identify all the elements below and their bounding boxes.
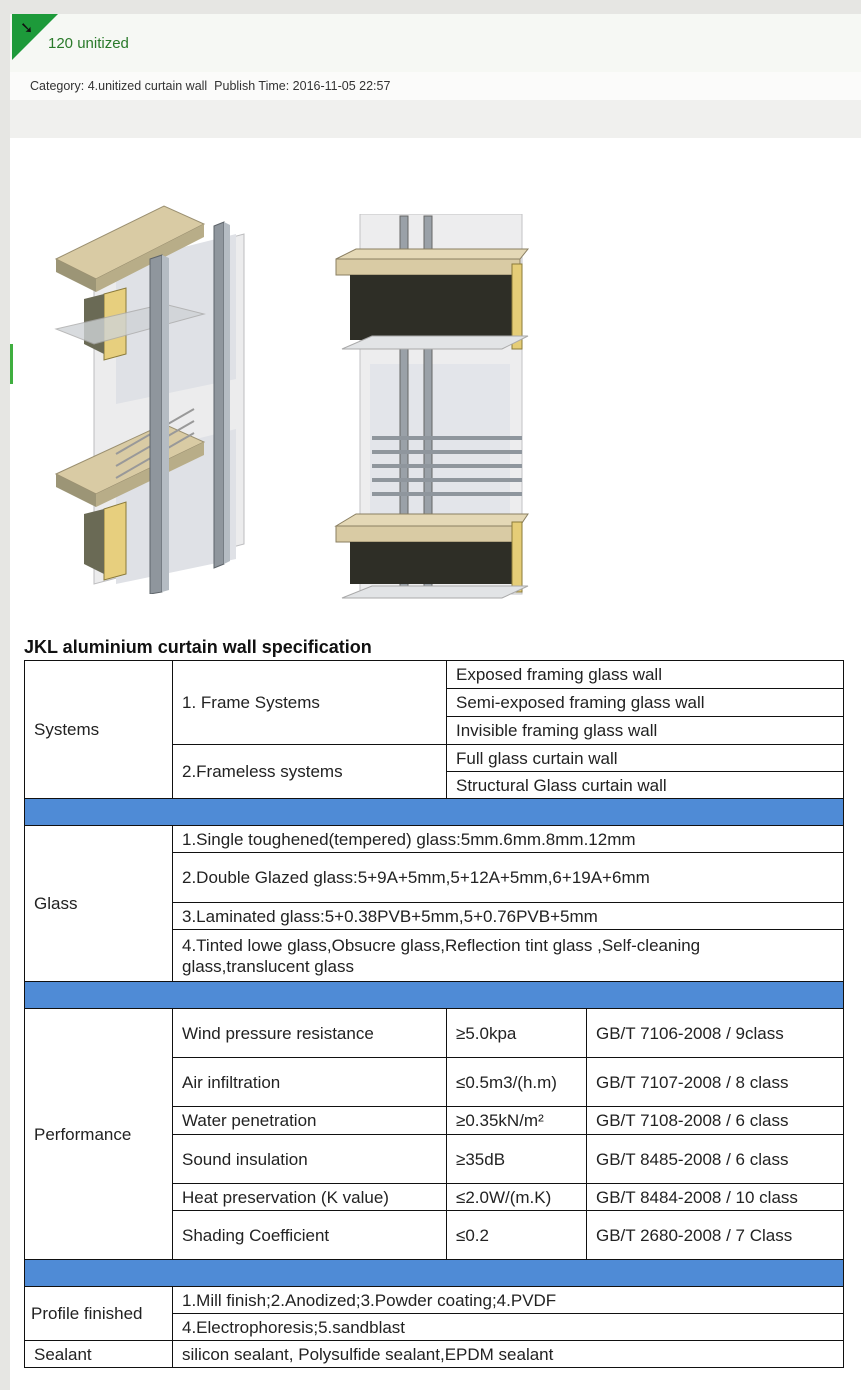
- table-row: [25, 1341, 844, 1368]
- profile-item: 4.Electrophoresis;5.sandblast: [173, 1314, 844, 1341]
- row-label-performance: Performance: [25, 1009, 173, 1260]
- table-row: [25, 661, 844, 689]
- article-panel: [10, 14, 861, 1390]
- table-row: [25, 1009, 844, 1058]
- performance-name: Air infiltration: [173, 1058, 447, 1107]
- performance-name: Water penetration: [173, 1107, 447, 1135]
- category-link[interactable]: 4.unitized curtain wall: [87, 79, 208, 93]
- performance-value: ≥35dB: [447, 1135, 587, 1184]
- frameless-systems-label: 2.Frameless systems: [173, 745, 447, 799]
- frameless-item: Structural Glass curtain wall: [447, 772, 844, 799]
- spec-table: [24, 660, 844, 1368]
- section-divider: [25, 799, 844, 826]
- performance-value: ≤2.0W/(m.K): [447, 1184, 587, 1211]
- publish-label: Publish Time:: [214, 79, 290, 93]
- frame-systems-label: 1. Frame Systems: [173, 661, 447, 745]
- performance-standard: GB/T 7108-2008 / 6 class: [587, 1107, 844, 1135]
- performance-standard: GB/T 8485-2008 / 6 class: [587, 1135, 844, 1184]
- performance-standard: GB/T 7107-2008 / 8 class: [587, 1058, 844, 1107]
- spec-heading: JKL aluminium curtain wall specification: [24, 637, 372, 657]
- performance-value: ≥0.35kN/m²: [447, 1107, 587, 1135]
- category-label: Category:: [30, 79, 85, 93]
- table-row: [25, 1287, 844, 1314]
- performance-value: ≤0.2: [447, 1211, 587, 1260]
- performance-name: Sound insulation: [173, 1135, 447, 1184]
- row-label-glass: Glass: [25, 826, 173, 982]
- meta-line: [30, 79, 390, 93]
- section-divider: [25, 1260, 844, 1287]
- frame-item: Exposed framing glass wall: [447, 661, 844, 689]
- side-accent: [10, 344, 13, 384]
- performance-value: ≤0.5m3/(h.m): [447, 1058, 587, 1107]
- performance-standard: GB/T 2680-2008 / 7 Class: [587, 1211, 844, 1260]
- glass-item: 4.Tinted lowe glass,Obsucre glass,Reflection tint glass ,Self-cleaning glass,translucent glass: [173, 930, 844, 982]
- frame-item: Invisible framing glass wall: [447, 717, 844, 745]
- curtain-wall-illustration-left: [54, 204, 254, 594]
- pin-arrow-icon: ➘: [20, 18, 34, 37]
- toolbar-band: [10, 100, 861, 138]
- glass-item: 3.Laminated glass:5+0.38PVB+5mm,5+0.76PVB+5mm: [173, 903, 844, 930]
- publish-time: 2016-11-05 22:57: [292, 79, 391, 93]
- row-label-systems: Systems: [25, 661, 173, 799]
- performance-value: ≥5.0kpa: [447, 1009, 587, 1058]
- table-row: [25, 826, 844, 853]
- section-divider: [25, 982, 844, 1009]
- meta-bar: [10, 72, 861, 100]
- glass-item: 2.Double Glazed glass:5+9A+5mm,5+12A+5mm,6+19A+6mm: [173, 853, 844, 903]
- profile-item: 1.Mill finish;2.Anodized;3.Powder coating;4.PVDF: [173, 1287, 844, 1314]
- performance-name: Wind pressure resistance: [173, 1009, 447, 1058]
- frameless-item: Full glass curtain wall: [447, 745, 844, 772]
- curtain-wall-illustration-right: [332, 214, 532, 599]
- performance-name: Shading Coefficient: [173, 1211, 447, 1260]
- performance-name: Heat preservation (K value): [173, 1184, 447, 1211]
- row-label-profile: Profile finished: [25, 1287, 173, 1341]
- sealant-value: silicon sealant, Polysulfide sealant,EPDM sealant: [173, 1341, 844, 1368]
- performance-standard: GB/T 8484-2008 / 10 class: [587, 1184, 844, 1211]
- glass-item: 1.Single toughened(tempered) glass:5mm.6mm.8mm.12mm: [173, 826, 844, 853]
- frame-item: Semi-exposed framing glass wall: [447, 689, 844, 717]
- row-label-sealant: Sealant: [25, 1341, 173, 1368]
- title-bar: [10, 14, 861, 72]
- page-title: 120 unitized: [48, 35, 129, 52]
- performance-standard: GB/T 7106-2008 / 9class: [587, 1009, 844, 1058]
